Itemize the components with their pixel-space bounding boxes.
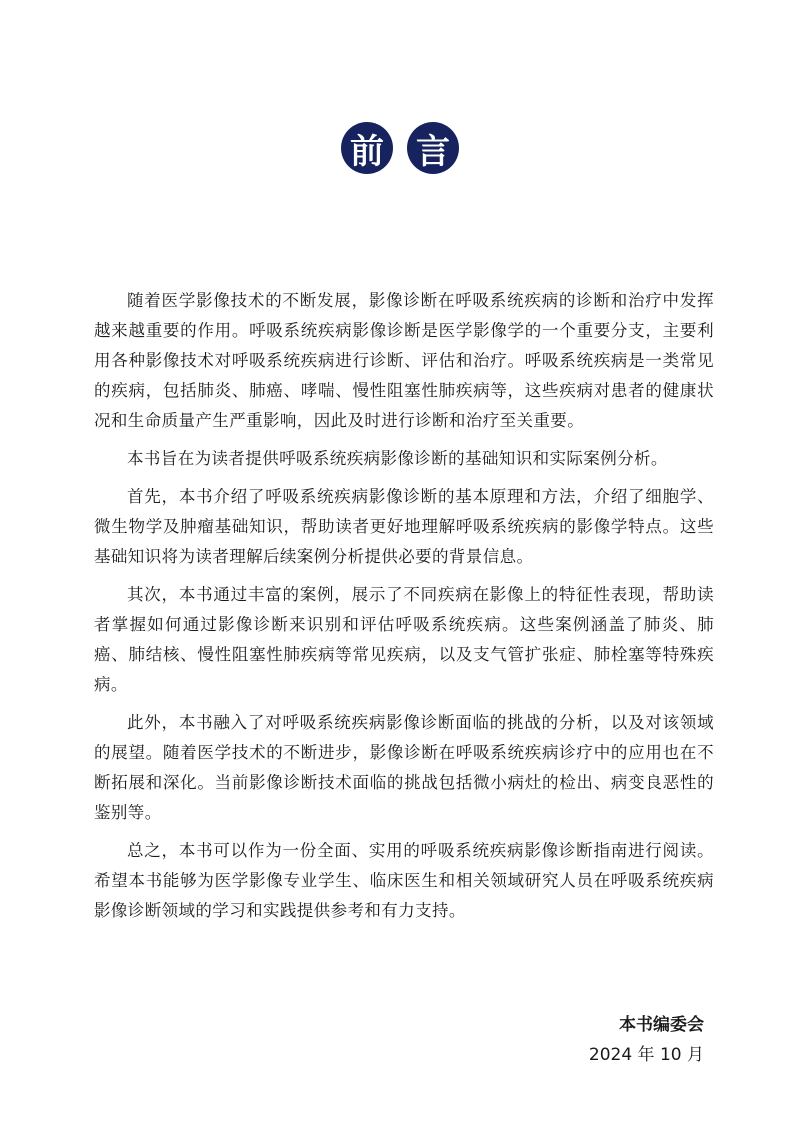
paragraph-4: 其次，本书通过丰富的案例，展示了不同疾病在影像上的特征性表现，帮助读者掌握如何通过影像诊断来识别和评估呼吸系统疾病。这些案例涵盖了肺炎、肺癌、肺结核、慢性阻塞性肺疾病等常见疾病，以及支气管扩张症、肺栓塞等特殊疾病。 — [94, 585, 714, 694]
page-title — [0, 122, 800, 174]
signature-date: 2024 年 10 月 — [588, 1045, 704, 1065]
signature-block — [589, 1010, 704, 1070]
editorial-committee: 本书编委会 — [619, 1015, 704, 1035]
paragraph-3: 首先，本书介绍了呼吸系统疾病影像诊断的基本原理和方法，介绍了细胞学、微生物学及肿瘤基础知识，帮助读者更好地理解呼吸系统疾病的影像学特点。这些基础知识将为读者理解后续案例分析提供必要的背景信息。 — [94, 487, 714, 566]
preface-body — [94, 286, 714, 934]
title-char-1: 前 — [341, 122, 393, 174]
title-char-2: 言 — [407, 122, 459, 174]
paragraph-6: 总之，本书可以作为一份全面、实用的呼吸系统疾病影像诊断指南进行阅读。希望本书能够为医学影像专业学生、临床医生和相关领域研究人员在呼吸系统疾病影像诊断领域的学习和实践提供参考和有力支持。 — [94, 841, 714, 920]
paragraph-5: 此外，本书融入了对呼吸系统疾病影像诊断面临的挑战的分析，以及对该领域的展望。随着医学技术的不断进步，影像诊断在呼吸系统疾病诊疗中的应用也在不断拓展和深化。当前影像诊断技术面临的挑战包括微小病灶的检出、病变良恶性的鉴别等。 — [94, 713, 714, 822]
paragraph-1: 随着医学影像技术的不断发展，影像诊断在呼吸系统疾病的诊断和治疗中发挥越来越重要的作用。呼吸系统疾病影像诊断是医学影像学的一个重要分支，主要利用各种影像技术对呼吸系统疾病进行诊断、评估和治疗。呼吸系统疾病是一类常见的疾病，包括肺炎、肺癌、哮喘、慢性阻塞性肺疾病等，这些疾病对患者的健康状况和生命质量产生严重影响，因此及时进行诊断和治疗至关重要。 — [94, 291, 714, 430]
paragraph-2: 本书旨在为读者提供呼吸系统疾病影像诊断的基础知识和实际案例分析。 — [127, 449, 668, 468]
